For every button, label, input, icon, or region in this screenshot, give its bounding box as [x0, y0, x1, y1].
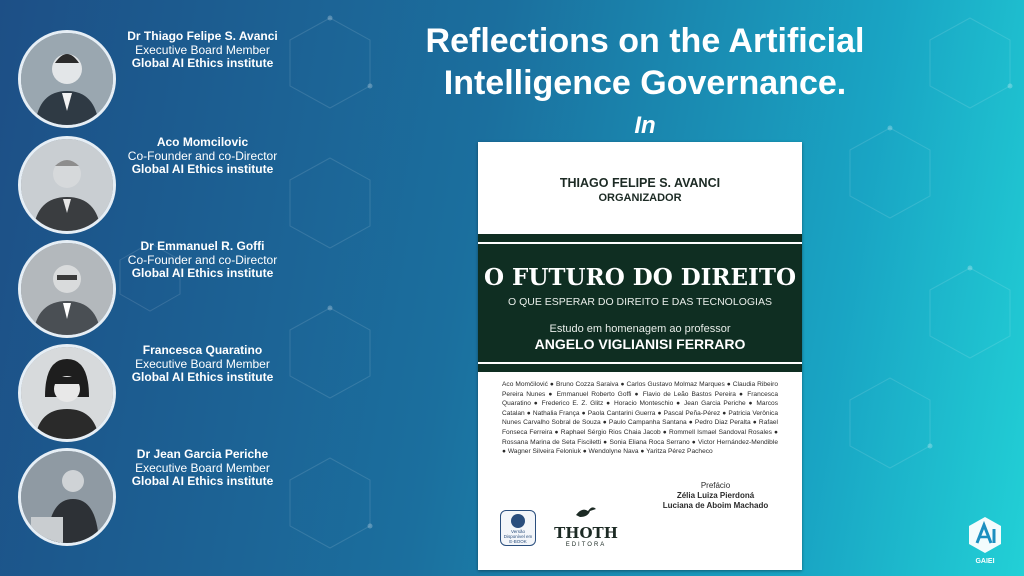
speaker-photo: [18, 240, 116, 338]
ebook-badge-text: Versão Disponível em E-BOOK: [503, 529, 533, 544]
book-author-role: ORGANIZADOR: [598, 192, 682, 204]
ibis-bird-icon: [574, 505, 598, 519]
speaker-organization: Global AI Ethics institute: [131, 474, 274, 488]
speaker-name: Francesca Quaratino: [142, 343, 263, 357]
book-preface: [638, 481, 793, 511]
speaker-photo: [18, 344, 116, 442]
speaker-role: Co-Founder and co-Director: [127, 148, 278, 163]
speaker-card: [0, 448, 300, 548]
ai-hexagon-icon: [965, 515, 1005, 555]
publisher-subtitle: EDITORA: [565, 542, 607, 548]
publisher-name: THOTH: [554, 524, 618, 542]
speaker-card: [0, 30, 300, 130]
preface-label: Prefácio: [700, 481, 731, 490]
book-honoree: ANGELO VIGLIANISI FERRARO: [534, 336, 746, 352]
logo-label: GAIEI: [975, 558, 995, 565]
ebook-icon: [511, 514, 525, 528]
speaker-role: Executive Board Member: [135, 460, 270, 475]
ebook-badge: [500, 510, 536, 546]
speaker-organization: Global AI Ethics institute: [131, 370, 274, 384]
speaker-name: Dr Thiago Felipe S. Avanci: [127, 29, 278, 43]
book-tribute: Estudo em homenagem ao professor: [549, 323, 731, 335]
speaker-card: [0, 240, 300, 340]
divider: [478, 242, 802, 244]
speaker-organization: Global AI Ethics institute: [131, 56, 274, 70]
speaker-role: Executive Board Member: [135, 356, 270, 371]
preface-author: Luciana de Aboim Machado: [662, 501, 769, 510]
book-contributors: Aco Momčilović ● Bruno Cozza Saraiva ● Carlos Gustavo Molmaz Marques ● Claudia Ribeiro Pereira Nunes ● Emmanuel Roberto Goffi ● Flavio de Leão Bastos Pereira ● Francesca Quaratino ● Frederico E. Z. Glitz ● Horacio Monteschio ● Jean Garcia Periche ● Marcos Catalan ● Nathalia França ● Paola Cantarini Guerra ● Pascal Peña-Pérez ● Patricia Verônica Nunes Carvalho Sobral de Souza ● Paulo Campanha Santana ● Pedro Diaz Peralta ● Rafael Fonseca Ferreira ● Raphael Sérgio Rios Chaia Jacob ● Rommell Ismael Sandoval Rosales ● Rossana Marina de Seta Fisciletti ● Sonia Eliana Roca Serrano ● Victor Hernández-Mendible ● Wagner Silveira Feloniuk ● Wendolyne Nava ● Yaritza Pérez Pacheco: [502, 381, 778, 456]
speaker-photo: [18, 448, 116, 546]
speaker-name: Dr Emmanuel R. Goffi: [140, 239, 265, 253]
speaker-card: [0, 344, 300, 444]
speaker-role: Co-Founder and co-Director: [127, 252, 278, 267]
speaker-card: [0, 136, 300, 236]
speaker-photo: [18, 136, 116, 234]
book-title: O FUTURO DO DIREITO: [483, 264, 796, 291]
speaker-organization: Global AI Ethics institute: [131, 266, 274, 280]
slide-title: Reflections on the Artificial Intelligence Governance.: [425, 22, 865, 102]
book-author: THIAGO FELIPE S. AVANCI: [559, 176, 721, 190]
preface-author: Zélia Luiza Pierdoná: [676, 491, 755, 500]
slide-subtitle: In: [634, 112, 656, 139]
book-subtitle: O QUE ESPERAR DO DIREITO E DAS TECNOLOGIAS: [508, 296, 772, 308]
speaker-photo: [18, 30, 116, 128]
gaiei-logo: [965, 515, 1005, 563]
speaker-name: Aco Momcilovic: [156, 135, 249, 149]
book-cover: [478, 142, 802, 570]
speaker-organization: Global AI Ethics institute: [131, 162, 274, 176]
divider: [478, 362, 802, 364]
speaker-name: Dr Jean Garcia Periche: [136, 447, 269, 461]
speaker-role: Executive Board Member: [135, 42, 270, 57]
publisher-logo: [546, 505, 626, 548]
